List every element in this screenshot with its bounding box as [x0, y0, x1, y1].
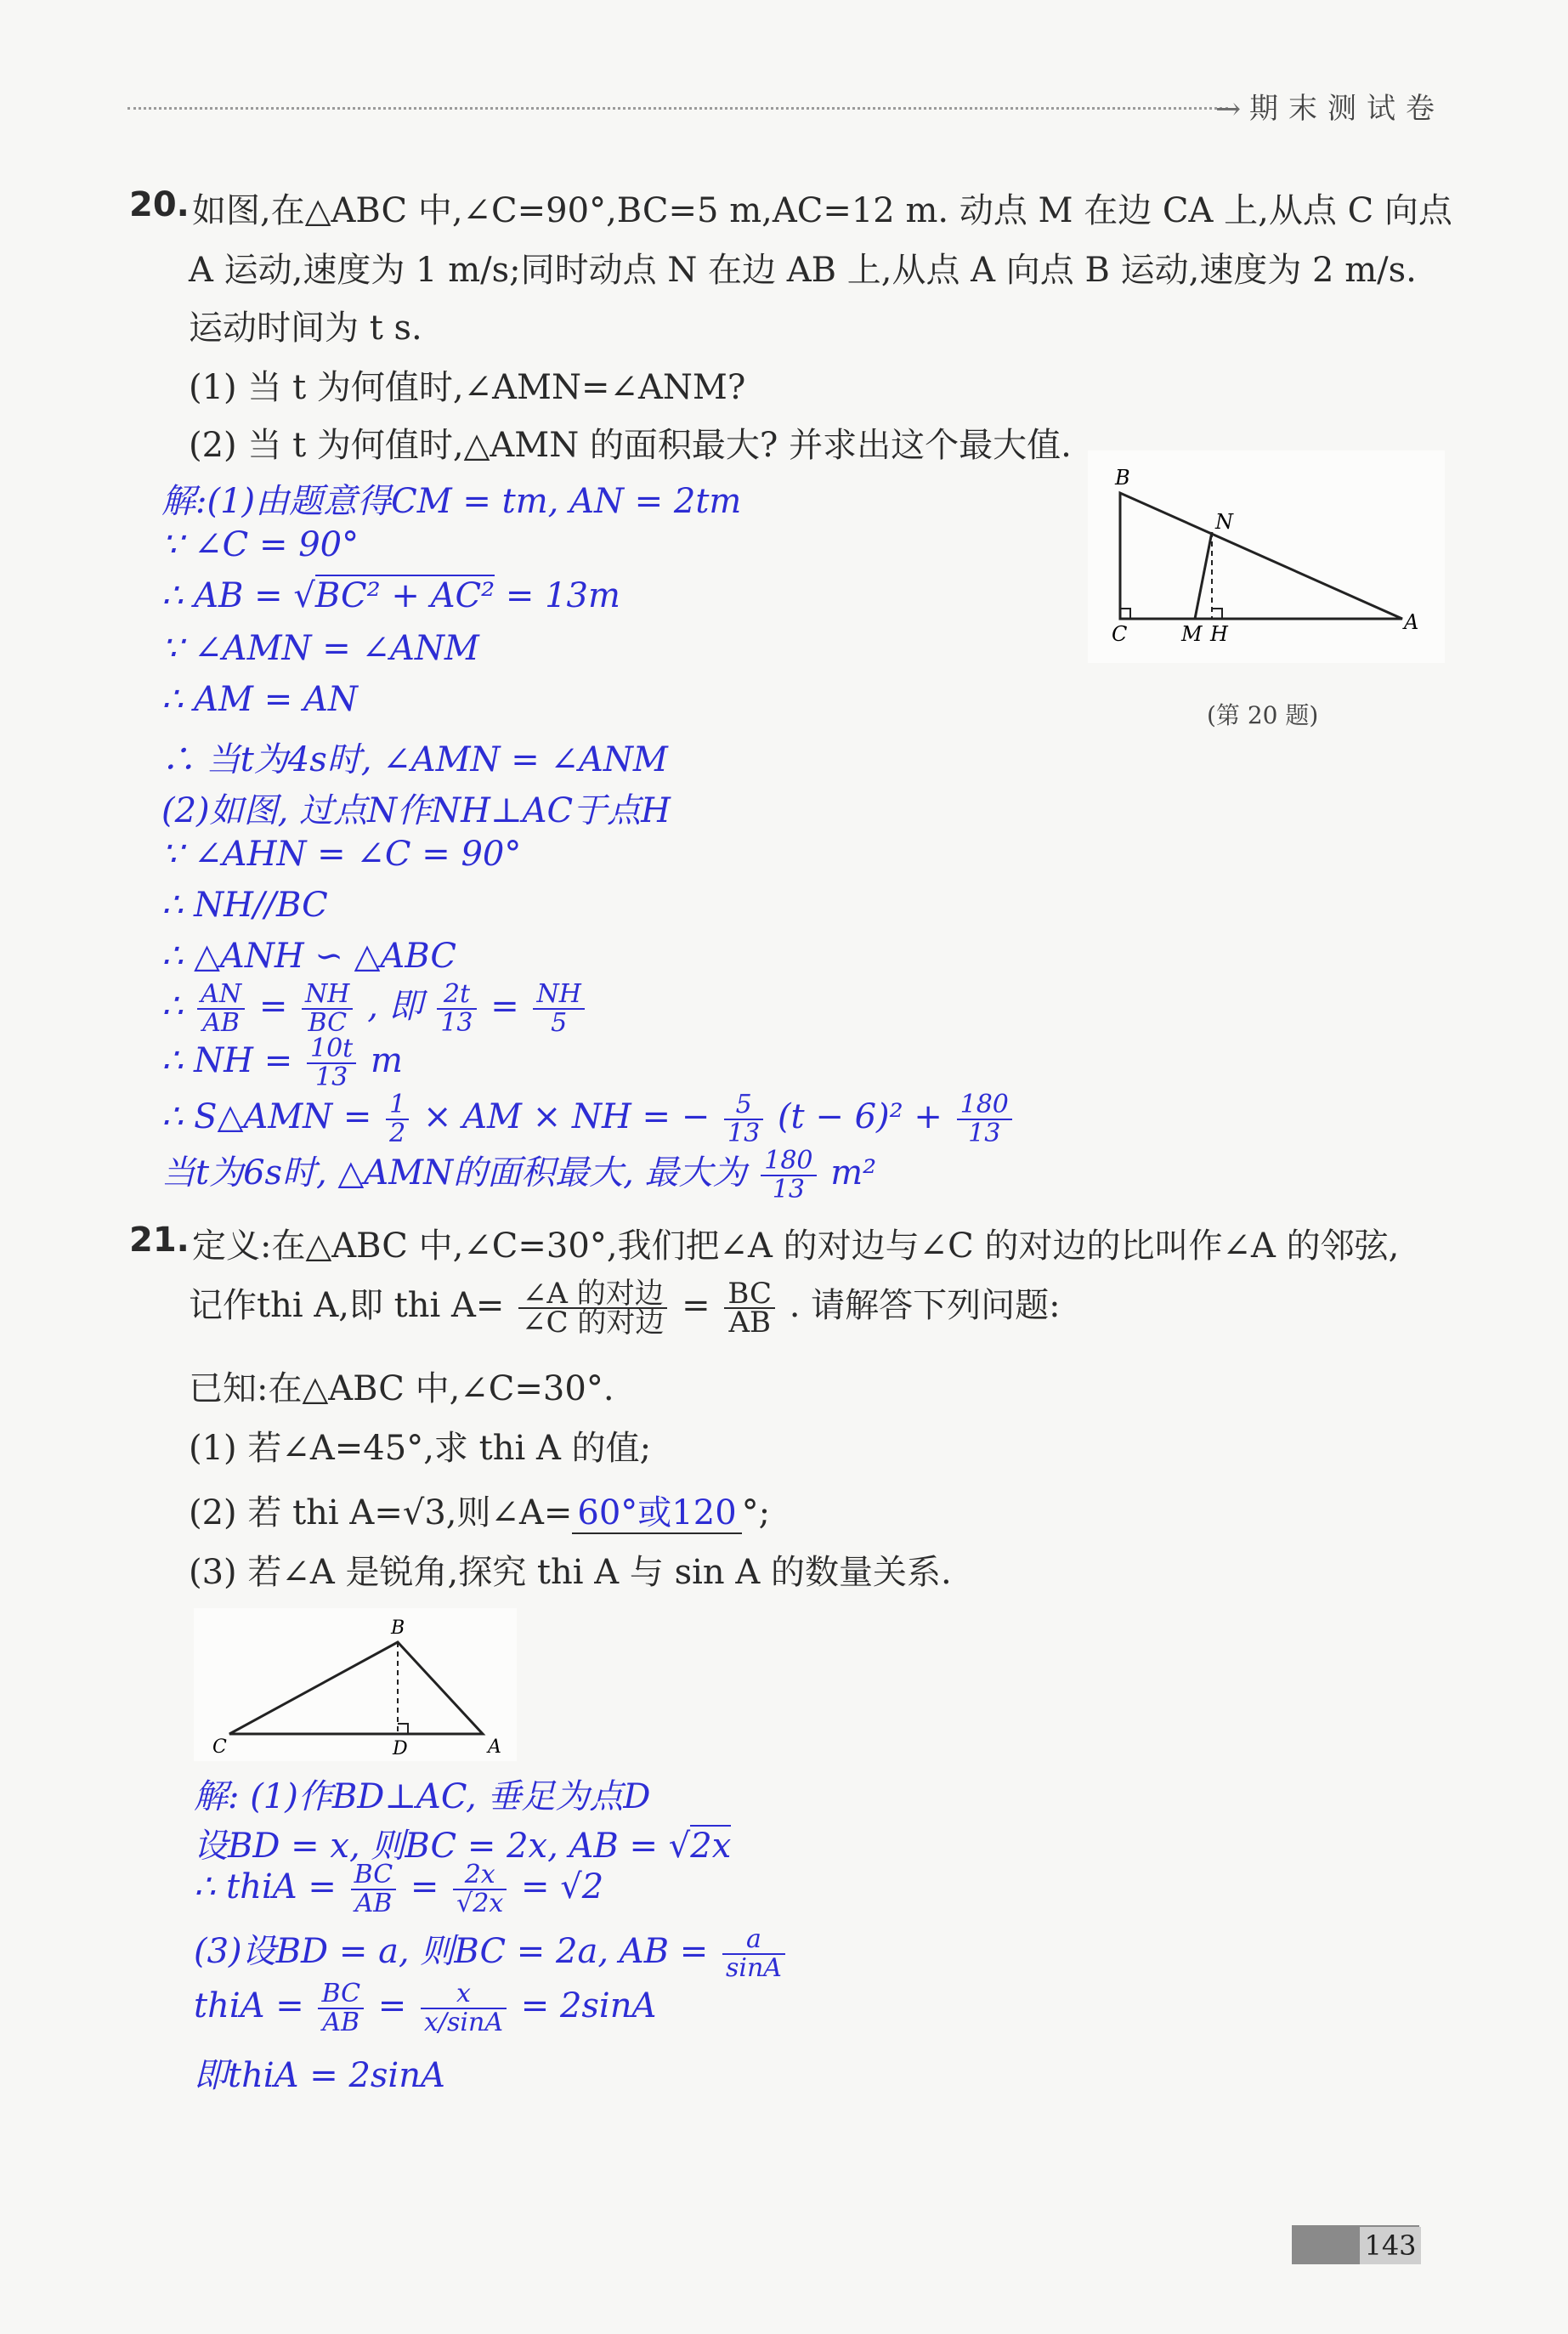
q20-sol-line-6: ∴ 当t为4s时, ∠AMN = ∠ANM — [161, 740, 668, 779]
fig21-label-D: D — [393, 1738, 408, 1759]
q20-text-line-3: 运动时间为 t s. — [189, 309, 422, 348]
q21-sol-line-2: 设BD = x, 则BC = 2x, AB = √2x — [194, 1827, 732, 1866]
q20-sol-line-3: ∴ AB = √BC² + AC² = 13m — [161, 576, 620, 615]
q21-sub3: (3) 若∠A 是锐角,探究 thi A 与 sin A 的数量关系. — [189, 1553, 952, 1592]
q21-sub2: (2) 若 thi A=√3,则∠A= 60°或120 °; — [189, 1493, 771, 1532]
q20-number: 20. — [129, 185, 190, 224]
q21-text-line-2: 记作thi A,即 thi A= $\frac{\text{∠A 的对边}}{\text{∠C 的对边}}$ = $\frac{BC}{AB}$ . 请解答下列问题: — [189, 1277, 1061, 1340]
q21-number: 21. — [129, 1221, 190, 1260]
fig20-label-H: H — [1210, 622, 1228, 646]
fig21-label-C: C — [212, 1736, 227, 1758]
q20-sol-line-12: ∴ NH = $\frac{10t}{13}$ m — [161, 1034, 403, 1092]
header-rule — [127, 107, 1228, 110]
fig20-label-M: M — [1181, 622, 1203, 646]
q20-figure — [1088, 450, 1445, 663]
fig20-label-B: B — [1115, 466, 1130, 490]
fig20-label-N: N — [1215, 510, 1233, 534]
fig20-label-C: C — [1112, 622, 1128, 646]
fig21-label-A: A — [488, 1736, 501, 1758]
q20-text-line-2: A 运动,速度为 1 m/s;同时动点 N 在边 AB 上,从点 A 向点 B 运动,速度为 2 m/s. — [189, 251, 1417, 290]
q21-known: 已知:在△ABC 中,∠C=30°. — [189, 1369, 614, 1408]
header-title: 期末测试卷 — [1249, 92, 1445, 126]
q21-sub2-answer: 60°或120 — [572, 1493, 741, 1534]
q20-sol-line-5: ∴ AM = AN — [161, 680, 358, 719]
q20-sol-line-2: ∵ ∠C = 90° — [161, 525, 359, 564]
q21-figure — [194, 1608, 517, 1761]
q20-sol-line-1: 解:(1)由题意得CM = tm, AN = 2tm — [161, 482, 742, 521]
q20-sol-line-9: ∴ NH//BC — [161, 886, 328, 925]
fig21-label-B: B — [391, 1617, 405, 1639]
q20-sol-line-8: ∵ ∠AHN = ∠C = 90° — [161, 835, 522, 874]
q20-caption: (第 20 题) — [1207, 701, 1319, 729]
q20-sub1: (1) 当 t 为何值时,∠AMN=∠ANM? — [189, 368, 746, 407]
q20-text-line-1: 如图,在△ABC 中,∠C=90°,BC=5 m,AC=12 m. 动点 M 在边 CA 上,从点 C 向点 — [192, 191, 1452, 230]
q20-sol-line-10: ∴ △ANH ∽ △ABC — [161, 937, 457, 976]
header-arrow-icon: → — [1215, 92, 1242, 127]
q21-sol-line-6: 即thiA = 2sinA — [194, 2056, 445, 2095]
q21-sol-line-1: 解: (1)作BD⊥AC, 垂足为点D — [194, 1777, 651, 1816]
page-number: 143 — [1360, 2227, 1421, 2264]
fig20-label-A: A — [1404, 610, 1419, 634]
q20-sub2: (2) 当 t 为何值时,△AMN 的面积最大? 并求出这个最大值. — [189, 426, 1072, 465]
q21-sol-line-4: (3)设BD = a, 则BC = 2a, AB = $\frac{a}{\sin A}$ — [194, 1924, 789, 1982]
q21-sol-line-5: thiA = $\frac{BC}{AB}$ = $\frac{x}{x/\sin A}$ = 2sinA — [194, 1979, 657, 2037]
q20-sol-line-7: (2)如图, 过点N作NH⊥AC于点H — [161, 791, 671, 830]
q21-sol-line-3: ∴ thiA = $\frac{BC}{AB}$ = $\frac{2x}{√2x}$ = √2 — [194, 1860, 604, 1918]
q21-text-line-1: 定义:在△ABC 中,∠C=30°,我们把∠A 的对边与∠C 的对边的比叫作∠A 的邻弦, — [192, 1226, 1400, 1266]
q20-sol-line-13: ∴ S△AMN = $\frac{1}{2}$ × AM × NH = − $\frac{5}{13}$ (t − 6)² + $\frac{180}{13}$ — [161, 1091, 1016, 1147]
q20-sol-line-14: 当t为6s时, △AMN的面积最大, 最大为 $\frac{180}{13}$ m² — [161, 1146, 877, 1204]
q20-sol-line-11: ∴ $\frac{AN}{AB}$ = $\frac{NH}{BC}$ , 即 $\frac{2t}{13}$ = $\frac{NH}{5}$ — [161, 979, 588, 1037]
q20-sol-line-4: ∵ ∠AMN = ∠ANM — [161, 629, 479, 668]
q21-sub1: (1) 若∠A=45°,求 thi A 的值; — [189, 1429, 652, 1468]
